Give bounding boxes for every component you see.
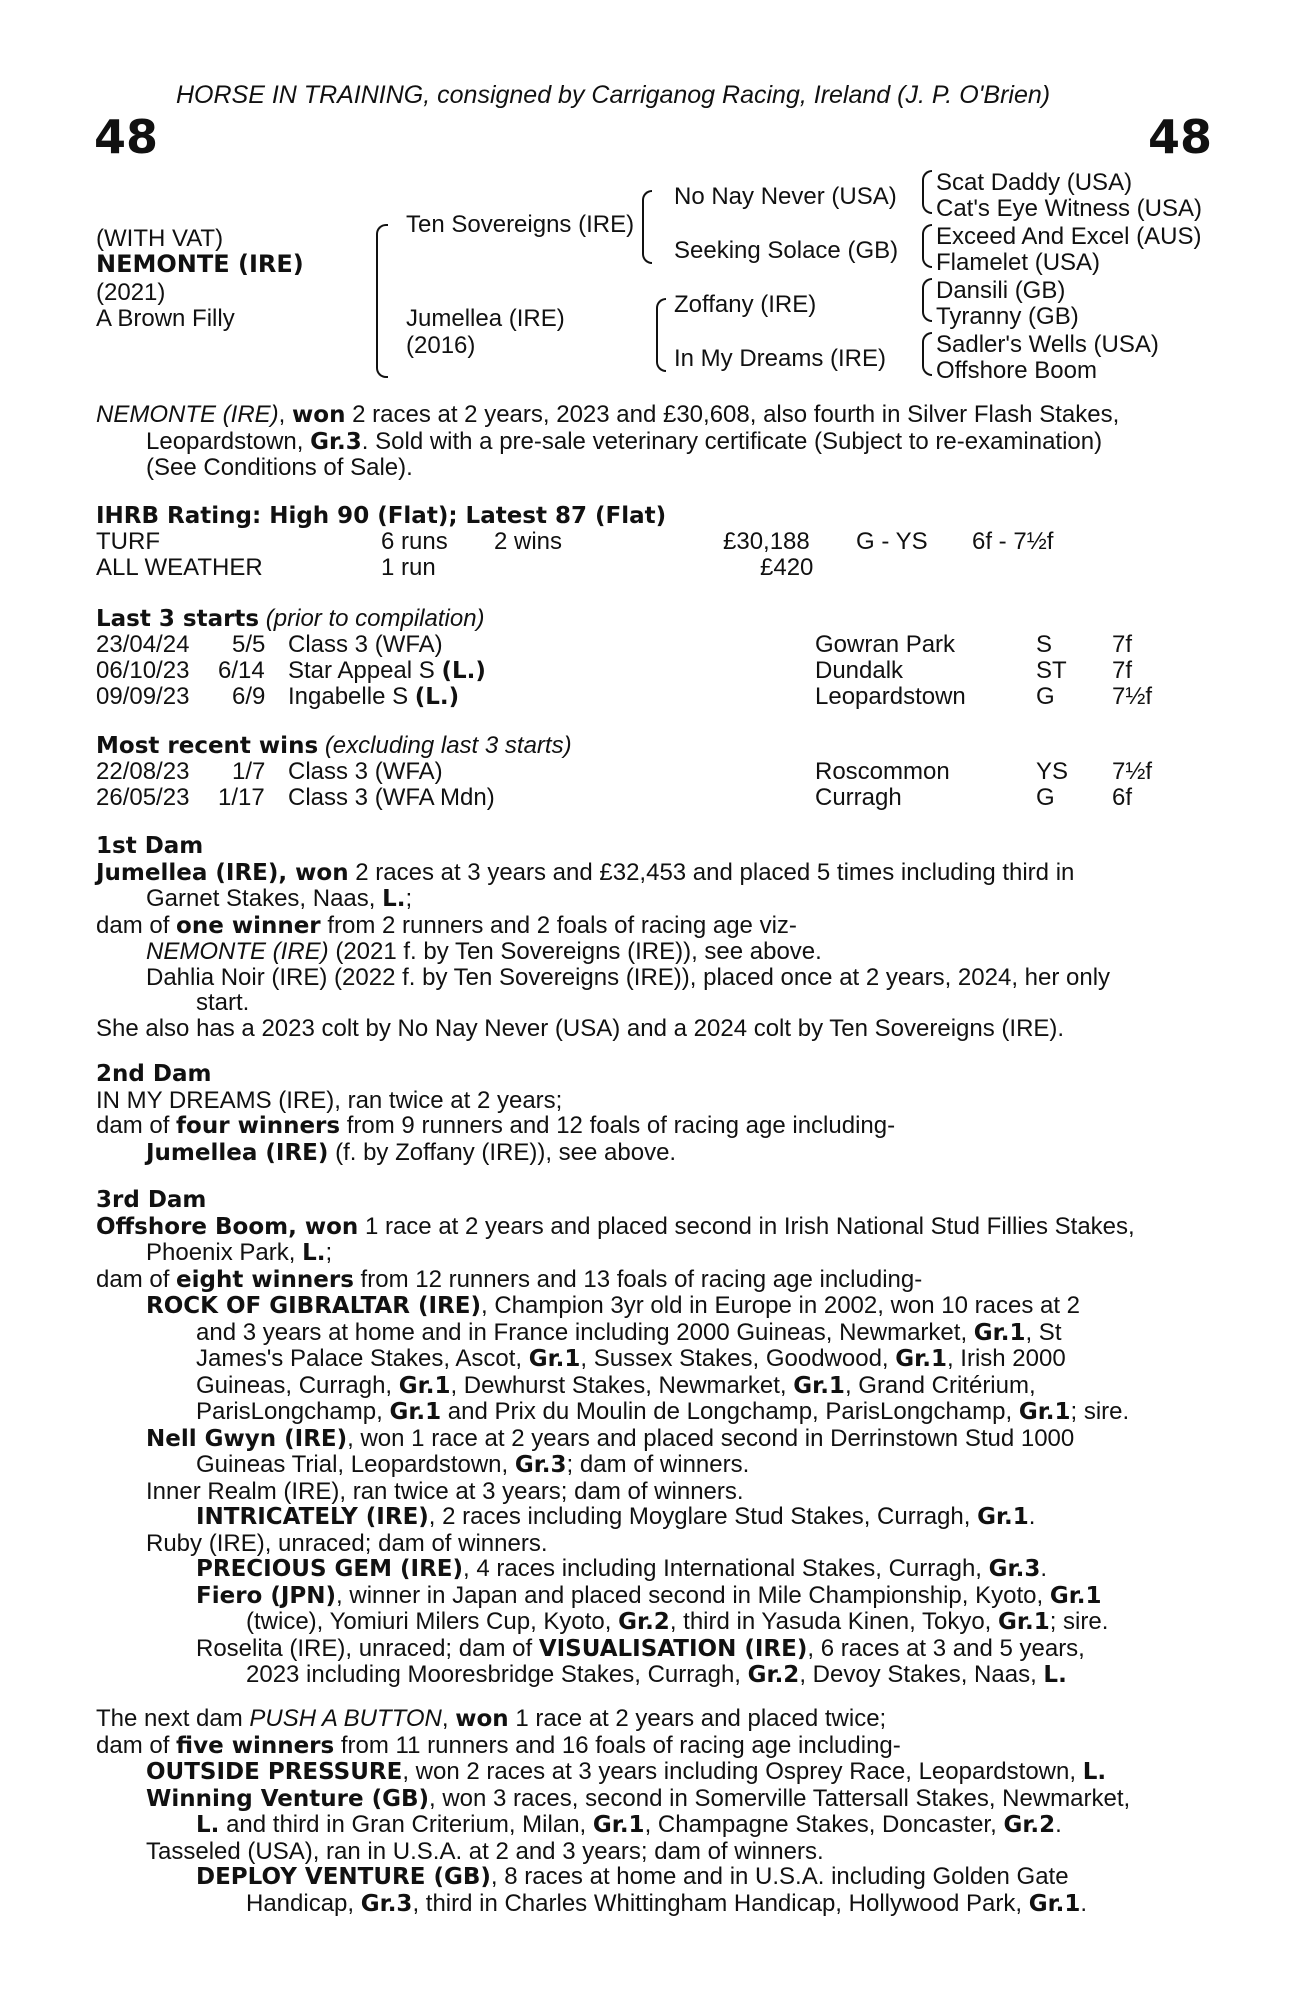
pedigree-g1: Scat Daddy (USA) [936, 169, 1133, 196]
pedigree-g5: Dansili (GB) [936, 277, 1066, 304]
rating-runs: 6 runs [381, 528, 448, 555]
last3-course: Dundalk [815, 657, 904, 684]
horse-year: (2021) [96, 279, 166, 306]
pedigree-sire-sire: No Nay Never (USA) [674, 183, 897, 210]
pedigree-sire-dam: Seeking Solace (GB) [674, 237, 899, 264]
vat-note: (WITH VAT) [96, 225, 224, 252]
first-dam-listed: L. [382, 886, 406, 912]
third-dam-section [96, 1188, 1204, 1689]
next-dam-won: won [455, 1706, 509, 1732]
recent-date: 26/05/23 [96, 784, 190, 811]
pedigree-dam: Jumellea (IRE) [406, 305, 565, 332]
intro-line3: (See Conditions of Sale). [146, 454, 413, 481]
fiero-grade: Gr.1 [998, 1609, 1050, 1635]
rock-grade: Gr.1 [528, 1346, 581, 1372]
last3-distance: 7f [1112, 631, 1133, 658]
first-dam-foal2: Dahlia Noir (IRE) (2022 f. by Ten Sovereigns (IRE)), placed once at 2 years, 2024, her only [146, 963, 1111, 991]
first-dam-winners: one winner [176, 912, 321, 939]
rock-grade: Gr.1 [398, 1372, 451, 1399]
fiero-line2a: (twice), Yomiuri Milers Cup, Kyoto, [246, 1608, 619, 1635]
rock-grade: Gr.1 [895, 1346, 947, 1372]
first-dam-line3a: dam of [96, 911, 177, 939]
recent-note: (excluding last 3 starts) [324, 732, 572, 759]
rating-prize: £420 [760, 554, 814, 581]
rock-of-gibraltar-name: ROCK OF GIBRALTAR (IRE) [146, 1293, 481, 1319]
last3-race: Class 3 (WFA) [288, 631, 443, 658]
intro-horse-name: NEMONTE (IRE) [96, 401, 279, 428]
last3-date: 06/10/23 [96, 657, 190, 684]
winning-venture-grade: Gr.1 [592, 1812, 645, 1838]
horse-name: NEMONTE (IRE) [96, 250, 304, 278]
rating-going: G - YS [856, 528, 928, 555]
last3-date: 09/09/23 [96, 683, 190, 710]
third-dam-listed: L. [302, 1240, 326, 1266]
pedigree-g3: Exceed And Excel (AUS) [936, 223, 1202, 250]
fiero-line2c: ; sire. [1049, 1608, 1109, 1635]
pedigree-brace-g2 [922, 224, 932, 268]
nell-gwyn-name: Nell Gwyn (IRE) [146, 1425, 348, 1452]
second-dam-heading: 2nd Dam [96, 1061, 212, 1087]
pedigree-dam-year: (2016) [406, 332, 476, 359]
recent-position: 1/7 [232, 758, 266, 785]
rock-line5a: ParisLongchamp, [196, 1398, 390, 1425]
intro-paragraph: NEMONTE (IRE), won 2 races at 2 years, 2023 and £30,608, also fourth in Silver Flash Stakes, Leopardstown, Gr.3. Sold with a pre-sale veterinary certificate (Subject to re-examination) (See Conditions of Sale). [96, 402, 1204, 481]
last3-race-grade: (L.) [441, 658, 486, 684]
visualisation-listed: L. [1043, 1662, 1067, 1688]
second-dam-foal-name: Jumellea (IRE) [146, 1139, 329, 1166]
winning-venture-line2c: . [1055, 1811, 1062, 1838]
lot-number-left: 48 [94, 110, 159, 164]
fiero-grade: Gr.2 [618, 1609, 670, 1635]
last3-race [288, 684, 459, 711]
rock-line2: and 3 years at home and in France including 2000 Guineas, Newmarket, [196, 1318, 974, 1346]
pedigree-g7: Sadler's Wells (USA) [936, 331, 1159, 358]
ruby: Ruby (IRE), unraced; dam of winners. [146, 1529, 548, 1557]
rock-line3a: James's Palace Stakes, Ascot, [196, 1345, 529, 1372]
second-dam-section [96, 1062, 1204, 1166]
first-dam-won: , won [278, 859, 349, 886]
recent-course: Roscommon [815, 758, 950, 785]
roselita-line2b: , Devoy Stakes, Naas, [799, 1661, 1044, 1688]
catalogue-header: HORSE IN TRAINING, consigned by Carriganog Racing, Ireland (J. P. O'Brien) [176, 81, 1051, 109]
pedigree-brace-g3 [922, 278, 932, 322]
third-dam-winners: eight winners [176, 1266, 354, 1293]
rock-line4a: Guineas, Curragh, [196, 1371, 399, 1399]
recent-race: Class 3 (WFA Mdn) [288, 784, 495, 811]
last3-position: 6/14 [218, 657, 265, 684]
intricately-end: . [1028, 1503, 1036, 1530]
inner-realm: Inner Realm (IRE), ran twice at 3 years; dam of winners. [146, 1477, 744, 1505]
intro-won: won [292, 402, 346, 428]
precious-gem-line: , 4 races including International Stakes, Curragh, [463, 1555, 989, 1582]
recent-position: 1/17 [218, 784, 265, 811]
winning-venture-listed: L. [196, 1812, 220, 1838]
rating-wins: 2 wins [494, 528, 563, 555]
winning-venture-line2a: and third in Gran Criterium, Milan, [219, 1811, 593, 1838]
last3-race [288, 658, 486, 685]
nell-line1: , won 1 race at 2 years and placed second in Derrinstown Stud 1000 [347, 1424, 1075, 1452]
last3-heading-line [96, 606, 485, 633]
first-dam-foal1-name: NEMONTE (IRE) [146, 938, 329, 965]
third-dam-line2: Phoenix Park, [146, 1239, 303, 1266]
last3-course: Leopardstown [815, 683, 966, 710]
first-dam-note: She also has a 2023 colt by No Nay Never (USA) and a 2024 colt by Ten Sovereigns (IRE). [96, 1014, 1065, 1042]
third-dam-line1: 1 race at 2 years and placed second in Irish National Stud Fillies Stakes, [358, 1212, 1135, 1240]
third-dam-heading: 3rd Dam [96, 1187, 207, 1213]
deploy-venture-grade: Gr.3 [360, 1890, 413, 1917]
intro-line1: 2 races at 2 years, 2023 and £30,608, also fourth in Silver Flash Stakes, [345, 401, 1120, 428]
intro-line2a: Leopardstown, [146, 427, 311, 455]
recent-date: 22/08/23 [96, 758, 190, 785]
rating-heading: IHRB Rating: High 90 (Flat); Latest 87 (Flat) [96, 503, 667, 529]
first-dam-foal2-cont: start. [196, 989, 250, 1016]
intricately-grade: Gr.1 [977, 1504, 1029, 1530]
next-dam-name: PUSH A BUTTON [249, 1705, 442, 1732]
intro-grade: Gr.3 [310, 428, 362, 455]
outside-pressure-listed: L. [1082, 1759, 1107, 1785]
recent-heading: Most recent wins [96, 733, 319, 759]
next-dam-line1c: 1 race at 2 years and placed twice; [508, 1705, 887, 1732]
first-dam-line2-end: ; [405, 885, 413, 912]
rating-runs: 1 run [381, 554, 436, 581]
rating-surface: ALL WEATHER [96, 554, 263, 581]
precious-gem-grade: Gr.3 [988, 1556, 1041, 1582]
second-dam-line2a: dam of [96, 1112, 177, 1139]
outside-pressure-line: , won 2 races at 3 years including Osprey Race, Leopardstown, [402, 1758, 1083, 1785]
pedigree-g4: Flamelet (USA) [936, 249, 1101, 276]
last3-course: Gowran Park [815, 631, 956, 658]
winning-venture-grade: Gr.2 [1003, 1812, 1056, 1838]
rock-line3c: , Irish 2000 [946, 1345, 1066, 1372]
deploy-venture-line2c: . [1080, 1889, 1088, 1917]
third-dam-line3a: dam of [96, 1265, 177, 1293]
rating-distance: 6f - 7½f [972, 528, 1054, 555]
last3-going: G [1036, 683, 1055, 710]
intro-line2b: . Sold with a pre-sale veterinary certificate (Subject to re-examination) [361, 427, 1103, 455]
first-dam-line2: Garnet Stakes, Naas, [146, 885, 383, 912]
last3-position: 5/5 [232, 631, 266, 658]
fiero-line2b: , third in Yasuda Kinen, Tokyo, [669, 1608, 999, 1635]
pedigree-dam-dam: In My Dreams (IRE) [674, 345, 887, 372]
pedigree-dam-sire: Zoffany (IRE) [674, 291, 817, 318]
pedigree-brace-dam [656, 298, 666, 372]
first-dam-line1: 2 races at 3 years and £32,453 and placed 5 times including third in [348, 858, 1075, 886]
next-dam-line1a: The next dam [96, 1705, 250, 1732]
pedigree-brace-main [376, 224, 388, 378]
third-dam-line2-end: ; [325, 1239, 333, 1266]
deploy-venture-line2b: , third in Charles Whittingham Handicap, Hollywood Park, [412, 1889, 1029, 1917]
fiero-name: Fiero (JPN) [196, 1582, 337, 1609]
first-dam-heading: 1st Dam [96, 833, 204, 859]
recent-course: Curragh [815, 784, 902, 811]
last3-distance: 7½f [1112, 683, 1153, 710]
intricately-line: , 2 races including Moyglare Stud Stakes, Curragh, [428, 1503, 978, 1530]
last3-distance: 7f [1112, 657, 1133, 684]
third-dam-line3c: from 12 runners and 13 foals of racing age including- [353, 1265, 923, 1293]
roselita-line1b: , 6 races at 3 and 5 years, [807, 1634, 1085, 1662]
rock-grade: Gr.1 [793, 1372, 845, 1399]
winning-venture-line1: , won 3 races, second in Somerville Tattersall Stakes, Newmarket, [429, 1784, 1131, 1812]
next-dam-line2a: dam of [96, 1731, 177, 1759]
roselita-line1a: Roselita (IRE), unraced; dam of [196, 1634, 539, 1662]
third-dam-won: , won [288, 1213, 359, 1240]
pedigree-brace-sire [642, 190, 652, 264]
last3-going: ST [1036, 657, 1067, 684]
rock-grade: Gr.1 [973, 1319, 1026, 1346]
first-dam-section [96, 834, 1204, 1041]
rock-line5b: and Prix du Moulin de Longchamp, ParisLongchamp, [441, 1398, 1019, 1425]
next-dam-comma: , [441, 1705, 456, 1732]
first-dam-name: Jumellea (IRE) [96, 859, 279, 886]
precious-gem-name: PRECIOUS GEM (IRE) [196, 1556, 464, 1582]
pedigree-g2: Cat's Eye Witness (USA) [936, 195, 1202, 222]
last3-going: S [1036, 631, 1053, 658]
second-dam-line1: IN MY DREAMS (IRE), ran twice at 2 years; [96, 1086, 563, 1114]
precious-gem-end: . [1040, 1555, 1047, 1582]
pedigree-brace-g1 [922, 170, 932, 214]
lot-number-right: 48 [1148, 110, 1213, 164]
recent-going: YS [1036, 758, 1069, 785]
first-dam-line3c: from 2 runners and 2 foals of racing age viz- [320, 911, 797, 939]
third-dam-name: Offshore Boom [96, 1213, 289, 1240]
outside-pressure-name: OUTSIDE PRESSURE [146, 1759, 403, 1785]
rock-line2-end: , St [1025, 1318, 1062, 1346]
last3-note: (prior to compilation) [265, 605, 485, 632]
deploy-venture-grade: Gr.1 [1028, 1890, 1081, 1917]
recent-heading-line [96, 733, 572, 760]
last3-position: 6/9 [232, 683, 266, 710]
next-dam-line2c: from 11 runners and 16 foals of racing age including- [334, 1731, 901, 1759]
fiero-line1: , winner in Japan and placed second in Mile Championship, Kyoto, [336, 1581, 1050, 1609]
winning-venture-name: Winning Venture (GB) [146, 1785, 429, 1812]
pedigree-g8: Offshore Boom [936, 357, 1097, 384]
rock-line1: , Champion 3yr old in Europe in 2002, won 10 races at 2 [481, 1292, 1081, 1319]
rock-line4c: , Grand Critérium, [844, 1371, 1036, 1399]
last3-date: 23/04/24 [96, 631, 190, 658]
deploy-venture-line1: , 8 races at home and in U.S.A. including Golden Gate [490, 1863, 1069, 1890]
rock-line5c: ; sire. [1070, 1398, 1130, 1425]
next-dam-winners: five winners [176, 1732, 335, 1759]
pedigree-g6: Tyranny (GB) [936, 303, 1079, 330]
tasseled: Tasseled (USA), ran in U.S.A. at 2 and 3 years; dam of winners. [146, 1837, 824, 1865]
rock-line4b: , Dewhurst Stakes, Newmarket, [450, 1371, 794, 1399]
nell-line2b: ; dam of winners. [566, 1451, 750, 1478]
visualisation-name: VISUALISATION (IRE) [538, 1635, 808, 1662]
winning-venture-line2b: , Champagne Stakes, Doncaster, [644, 1811, 1004, 1838]
fiero-grade: Gr.1 [1049, 1582, 1102, 1609]
rating-prize: £30,188 [723, 528, 810, 555]
second-dam-foal: (f. by Zoffany (IRE)), see above. [328, 1138, 677, 1166]
second-dam-line2c: from 9 runners and 12 foals of racing age including- [340, 1112, 896, 1139]
deploy-venture-line2a: Handicap, [246, 1889, 361, 1917]
recent-distance: 7½f [1112, 758, 1153, 785]
pedigree-sire: Ten Sovereigns (IRE) [406, 211, 635, 238]
last3-heading: Last 3 starts [96, 606, 260, 632]
deploy-venture-name: DEPLOY VENTURE (GB) [196, 1864, 491, 1890]
next-dam-section [96, 1706, 1204, 1917]
visualisation-grade: Gr.2 [747, 1662, 800, 1688]
rock-grade: Gr.1 [1018, 1399, 1071, 1425]
second-dam-winners: four winners [176, 1113, 341, 1139]
rating-surface: TURF [96, 528, 160, 555]
last3-race-name: Ingabelle S [288, 683, 415, 710]
horse-description: A Brown Filly [96, 305, 235, 332]
last3-race-name: Star Appeal S [288, 657, 442, 684]
intricately-name: INTRICATELY (IRE) [196, 1504, 429, 1530]
recent-distance: 6f [1112, 784, 1133, 811]
recent-going: G [1036, 784, 1055, 811]
pedigree-brace-g4 [922, 332, 932, 376]
nell-grade: Gr.3 [514, 1452, 567, 1478]
rock-line3b: , Sussex Stakes, Goodwood, [580, 1345, 896, 1372]
first-dam-foal1: (2021 f. by Ten Sovereigns (IRE)), see above. [328, 938, 822, 965]
rock-grade: Gr.1 [389, 1399, 442, 1425]
recent-race: Class 3 (WFA) [288, 758, 443, 785]
last3-race-grade: (L.) [414, 684, 460, 710]
roselita-line2a: 2023 including Mooresbridge Stakes, Curragh, [246, 1661, 748, 1688]
nell-line2a: Guineas Trial, Leopardstown, [196, 1451, 515, 1478]
